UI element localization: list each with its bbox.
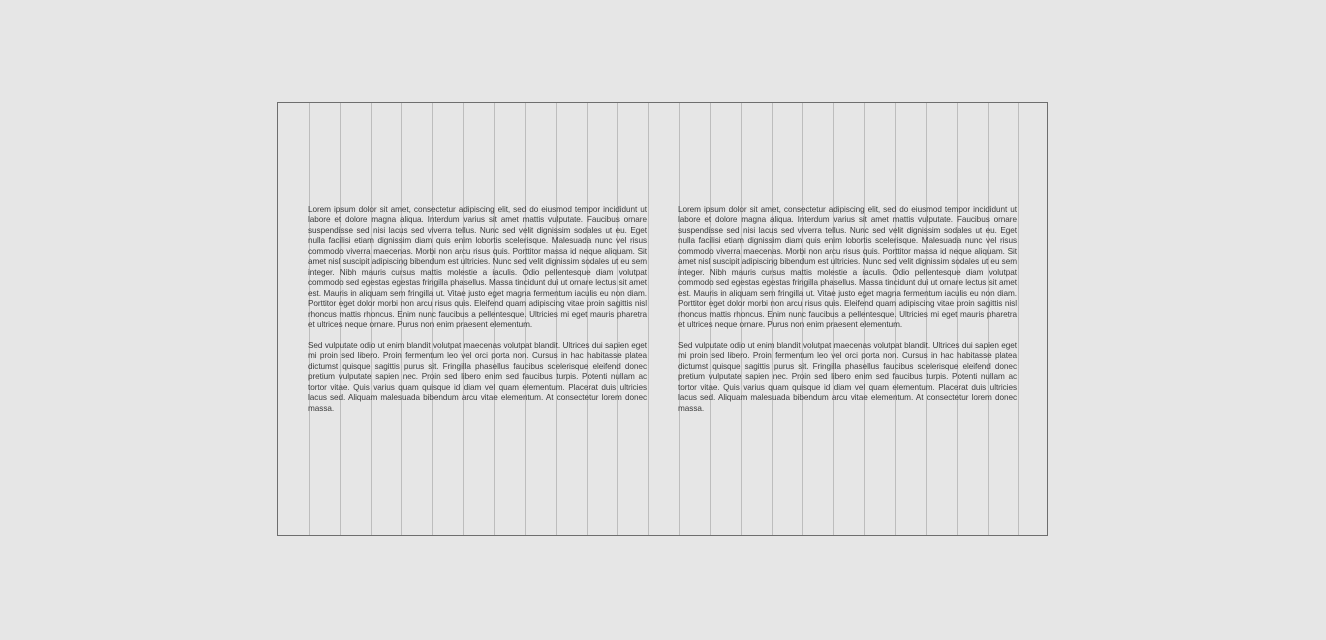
left-page-text bbox=[308, 205, 647, 424]
right-paragraph-1: Lorem ipsum dolor sit amet, consectetur adipiscing elit, sed do eiusmod tempor incididunt ut labore et dolore magna aliqua. Interdum varius sit amet mattis vulputate. Faucibus ornare suspendisse sed nisi lacus sed viverra tellus. Nunc sed velit dignissim sodales ut eu. Eget nulla facilisi etiam dignissim diam quis enim lobortis scelerisque. Malesuada nunc vel risus commodo viverra maecenas. Morbi non arcu risus quis. Porttitor massa id neque aliquam. Sit amet nisl suscipit adipiscing bibendum est ultricies. Nunc sed velit dignissim sodales ut eu sem integer. Nibh mauris cursus mattis molestie a iaculis. Odio pellentesque diam volutpat commodo sed egestas egestas fringilla phasellus. Massa tincidunt dui ut ornare lectus sit amet est. Mauris in aliquam sem fringilla ut. Vitae justo eget magna fermentum iaculis eu non diam. Porttitor eget dolor morbi non arcu risus quis. Eleifend quam adipiscing vitae proin sagittis nisl rhoncus mattis rhoncus. Enim nunc faucibus a pellentesque. Ultricies mi eget mauris pharetra et ultrices neque ornare. Purus non enim praesent elementum. bbox=[678, 205, 1017, 329]
right-page-text bbox=[678, 205, 1017, 424]
grid-line bbox=[648, 103, 649, 535]
left-paragraph-2: Sed vulputate odio ut enim blandit volutpat maecenas volutpat blandit. Ultrices dui sapien eget mi proin sed libero. Proin fermentum leo vel orci porta non. Cursus in hac habitasse platea dictumst quisque sagittis purus sit. Fringilla phasellus faucibus scelerisque eleifend donec pretium vulputate sapien nec. Proin sed libero enim sed faucibus turpis. Potenti nullam ac tortor vitae. Quis varius quam quisque id diam vel quam elementum. Placerat duis ultricies lacus sed. Aliquam malesuada bibendum arcu vitae elementum. At consectetur lorem donec massa. bbox=[308, 340, 647, 413]
document-spread bbox=[277, 102, 1048, 536]
right-paragraph-2: Sed vulputate odio ut enim blandit volutpat maecenas volutpat blandit. Ultrices dui sapien eget mi proin sed libero. Proin fermentum leo vel orci porta non. Cursus in hac habitasse platea dictumst quisque sagittis purus sit. Fringilla phasellus faucibus scelerisque eleifend donec pretium vulputate sapien nec. Proin sed libero enim sed faucibus turpis. Potenti nullam ac tortor vitae. Quis varius quam quisque id diam vel quam elementum. Placerat duis ultricies lacus sed. Aliquam malesuada bibendum arcu vitae elementum. At consectetur lorem donec massa. bbox=[678, 340, 1017, 413]
left-paragraph-1: Lorem ipsum dolor sit amet, consectetur adipiscing elit, sed do eiusmod tempor incididunt ut labore et dolore magna aliqua. Interdum varius sit amet mattis vulputate. Faucibus ornare suspendisse sed nisi lacus sed viverra tellus. Nunc sed velit dignissim sodales ut eu. Eget nulla facilisi etiam dignissim diam quis enim lobortis scelerisque. Malesuada nunc vel risus commodo viverra maecenas. Morbi non arcu risus quis. Porttitor massa id neque aliquam. Sit amet nisl suscipit adipiscing bibendum est ultricies. Nunc sed velit dignissim sodales ut eu sem integer. Nibh mauris cursus mattis molestie a iaculis. Odio pellentesque diam volutpat commodo sed egestas egestas fringilla phasellus. Massa tincidunt dui ut ornare lectus sit amet est. Mauris in aliquam sem fringilla ut. Vitae justo eget magna fermentum iaculis eu non diam. Porttitor eget dolor morbi non arcu risus quis. Eleifend quam adipiscing vitae proin sagittis nisl rhoncus mattis rhoncus. Enim nunc faucibus a pellentesque. Ultricies mi eget mauris pharetra et ultrices neque ornare. Purus non enim praesent elementum. bbox=[308, 205, 647, 329]
grid-line bbox=[1018, 103, 1019, 535]
